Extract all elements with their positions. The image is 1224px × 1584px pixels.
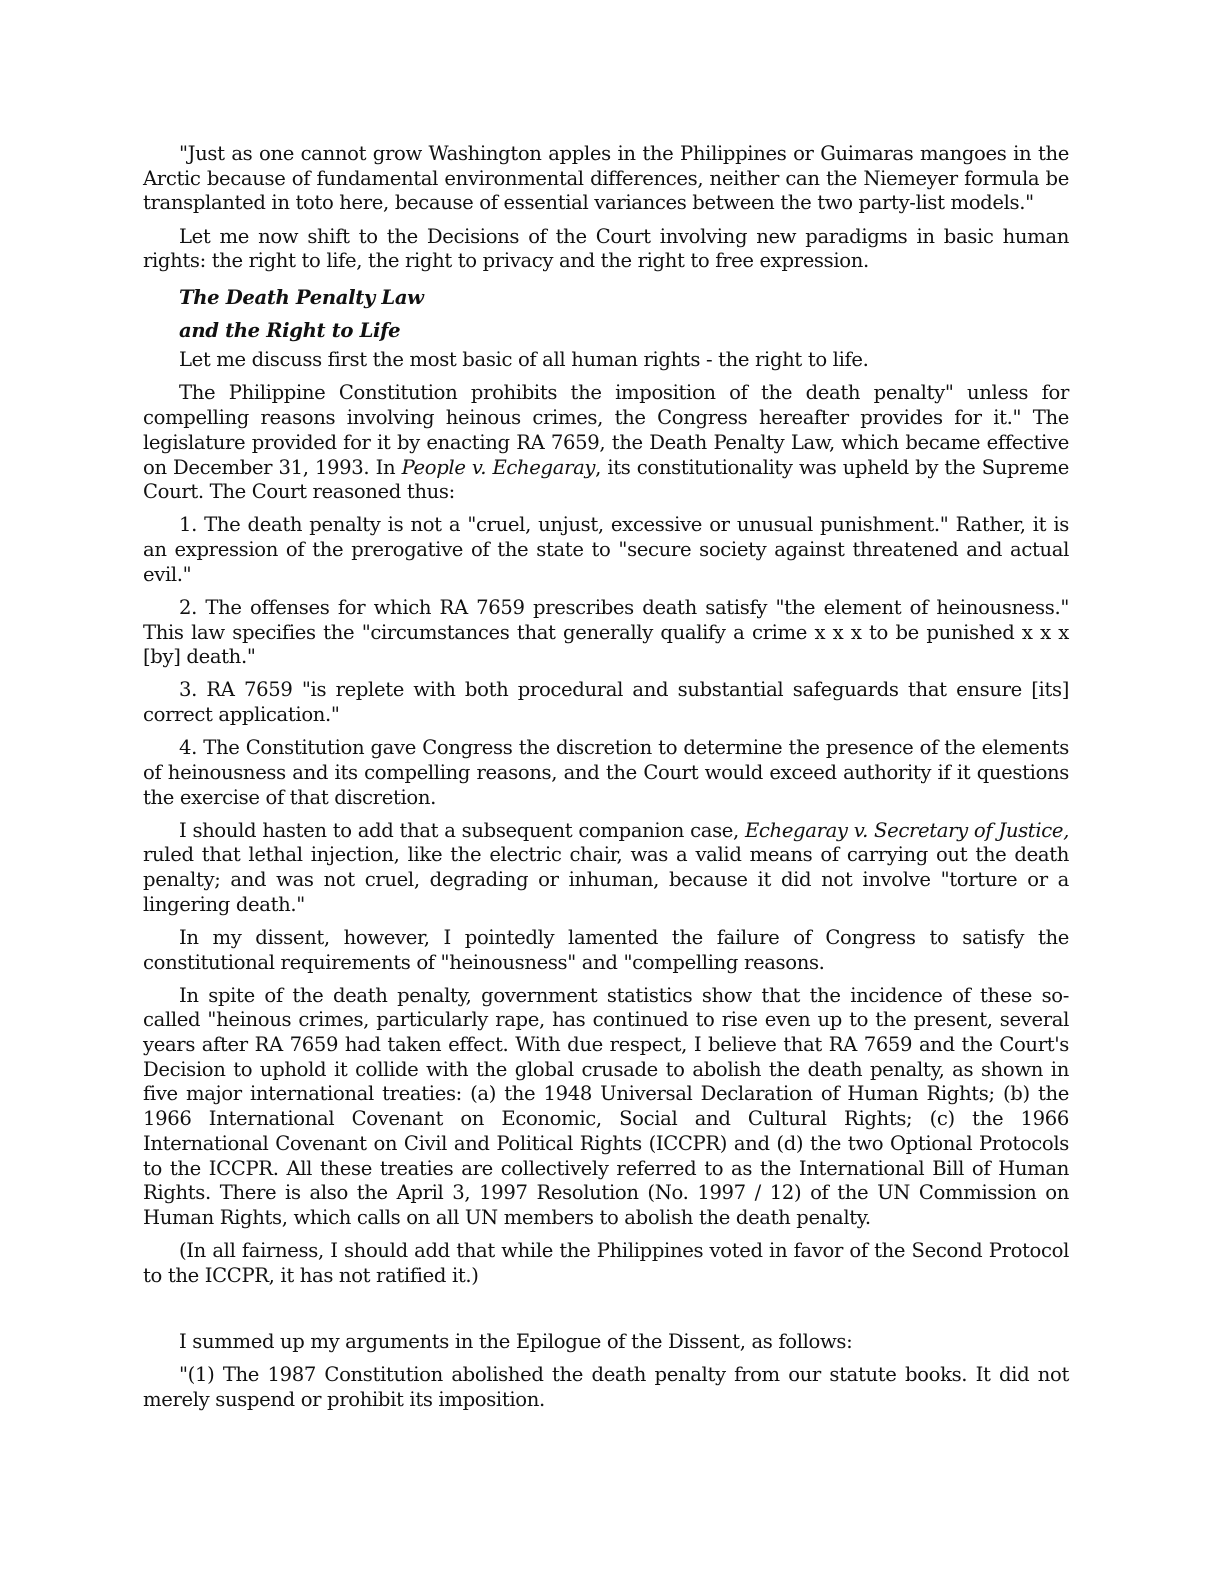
companion-text-end: ruled that lethal injection, like the electric chair, was a valid means of carrying out the death penalty; and was not cruel, degrading or inhuman, because it did not involve "torture or a lingering death." xyxy=(143,843,1069,916)
epilogue-point-1: "(1) The 1987 Constitution abolished the death penalty from our statute books. It did not merely suspend or prohibit its imposition. xyxy=(143,1362,1069,1411)
case-name-echegaray-v-secretary: Echegaray v. Secretary of Justice, xyxy=(744,818,1069,842)
constitution-paragraph xyxy=(143,381,1069,505)
dissent-paragraph: In my dissent, however, I pointedly lamented the failure of Congress to satisfy the constitutional requirements of "heinousness" and "compelling reasons. xyxy=(143,925,1069,974)
quote-paragraph: "Just as one cannot grow Washington apples in the Philippines or Guimaras mangoes in the Arctic because of fundamental environmental differences, neither can the Niemeyer formula be transplanted in toto here, because of essential variances between the two party-list models." xyxy=(143,142,1069,215)
section-heading-line-2: and the Right to Life xyxy=(179,318,401,342)
list-item-1: 1. The death penalty is not a "cruel, unjust, excessive or unusual punishment." Rather, it is an expression of the prerogative of the state to "secure society against threatened and actual evil." xyxy=(143,513,1069,586)
companion-text-start: I should hasten to add that a subsequent companion case, xyxy=(179,818,745,842)
transition-paragraph: Let me now shift to the Decisions of the Court involving new paradigms in basic human rights: the right to life, the right to privacy and the right to free expression. xyxy=(143,224,1069,273)
constitution-text-end: , its constitutionality was upheld by the Supreme Court. The Court reasoned thus: xyxy=(143,455,1069,504)
list-item-2: 2. The offenses for which RA 7659 prescribes death satisfy "the element of heinousness." This law specifies the "circumstances that generally qualify a crime x x x to be punished x x x [by] death." xyxy=(143,595,1069,669)
list-item-3: 3. RA 7659 "is replete with both procedural and substantial safeguards that ensure [its] correct application." xyxy=(143,678,1069,726)
constitution-text-start: The Philippine Constitution prohibits the imposition of the death penalty" unless for compelling reasons involving heinous crimes, the Congress hereafter provides for it." The legislature provided for it by enacting RA 7659, the Death Penalty Law, which became effective on December 31, 1993. In xyxy=(143,381,1069,479)
statistics-paragraph: In spite of the death penalty, government statistics show that the incidence of these so-called "heinous crimes, particularly rape, has continued to rise even up to the present, several years after RA 7659 had taken effect. With due respect, I believe that RA 7659 and the Court's Decision to uphold it collide with the global crusade to abolish the death penalty, as shown in five major international treaties: (a) the 1948 Universal Declaration of Human Rights; (b) the 1966 International Covenant on Economic, Social and Cultural Rights; (c) the 1966 International Covenant on Civil and Political Rights (ICCPR) and (d) the two Optional Protocols to the ICCPR. All these treaties are collectively referred to as the International Bill of Human Rights. There is also the April 3, 1997 Resolution (No. 1997 / 12) of the UN Commission on Human Rights, which calls on all UN members to abolish the death penalty. xyxy=(143,983,1069,1229)
document-page xyxy=(143,142,1069,1421)
case-name-people-v-echegaray: People v. Echegaray xyxy=(401,455,596,479)
fairness-paragraph: (In all fairness, I should add that while the Philippines voted in favor of the Second Protocol to the ICCPR, it has not ratified it.) xyxy=(143,1239,1069,1287)
intro-paragraph: Let me discuss first the most basic of all human rights - the right to life. xyxy=(179,348,869,372)
epilogue-intro-paragraph: I summed up my arguments in the Epilogue of the Dissent, as follows: xyxy=(179,1329,853,1353)
companion-case-paragraph xyxy=(143,819,1069,918)
list-item-4: 4. The Constitution gave Congress the discretion to determine the presence of the elements of heinousness and its compelling reasons, and the Court would exceed authority if it questions the exercise of that discretion. xyxy=(143,736,1069,809)
section-heading-line-1: The Death Penalty Law xyxy=(179,286,424,310)
paragraph-gap xyxy=(143,1297,1069,1330)
